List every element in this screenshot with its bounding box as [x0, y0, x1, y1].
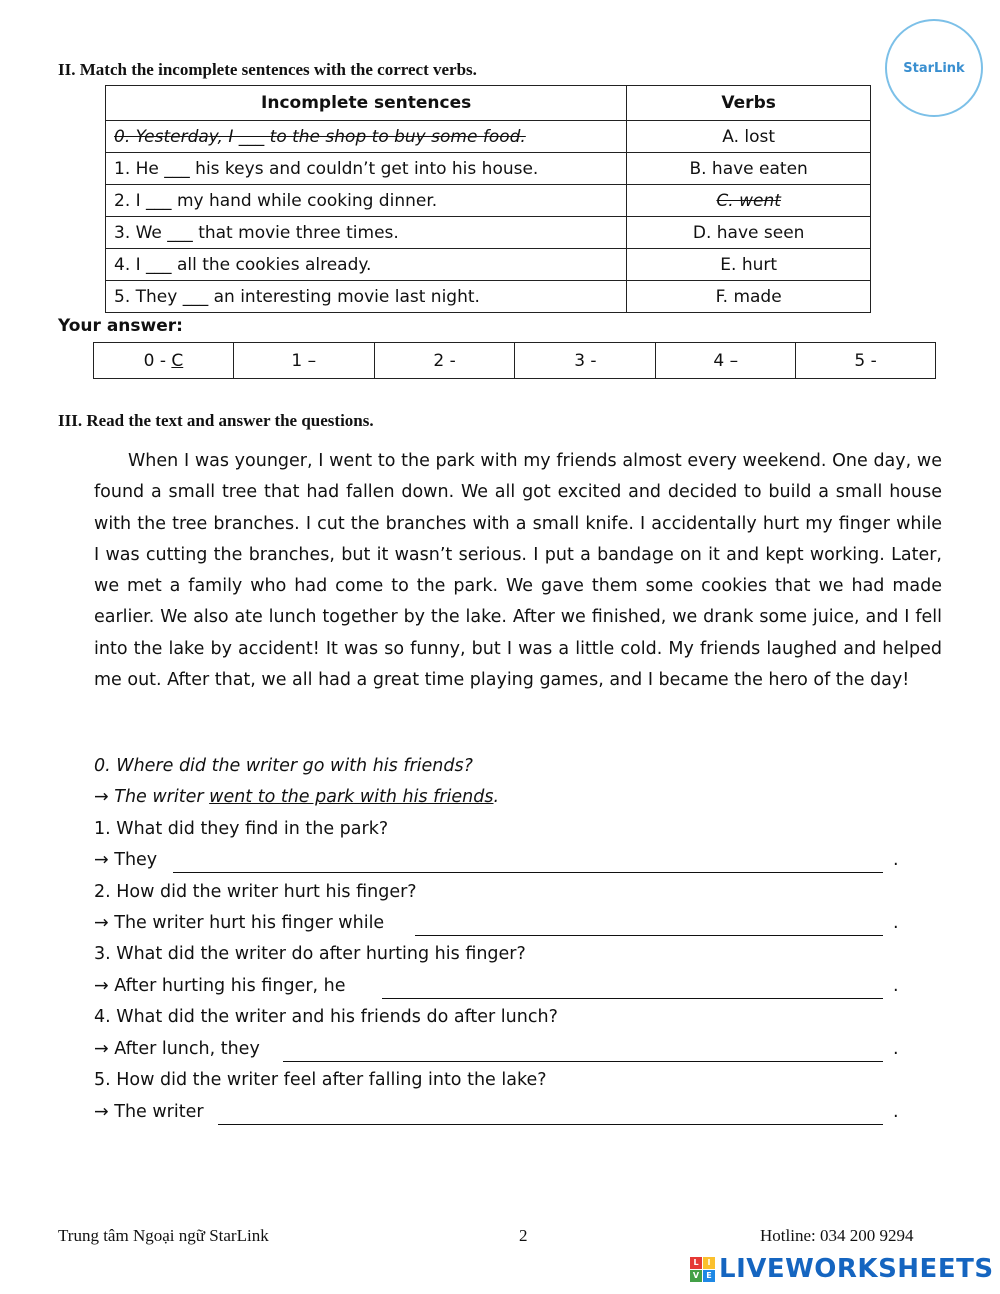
table-row [106, 217, 871, 249]
answer-prefix: 1 – [291, 350, 317, 371]
answer-cell-2[interactable] [374, 343, 515, 379]
answer-prompt-3 [94, 976, 346, 996]
answer-prompt-2 [94, 913, 384, 933]
answer-cell-0[interactable] [94, 343, 234, 379]
answer-prompt-4 [94, 1039, 260, 1059]
answer-line-3[interactable] [382, 998, 883, 999]
answer-line-2[interactable] [415, 935, 883, 936]
answer-value: C [171, 350, 184, 371]
page-number: 2 [519, 1226, 528, 1245]
section-2-heading: II. Match the incomplete sentences with the correct verbs. [58, 60, 477, 79]
table-row [106, 185, 871, 217]
prompt-text: They [114, 850, 158, 870]
sentence-cell: 1. He ___ his keys and couldn’t get into his house. [106, 153, 627, 185]
table-header-row [106, 86, 871, 121]
question-3: 3. What did the writer do after hurting his finger? [94, 944, 526, 964]
starlink-logo [885, 19, 983, 117]
verb-cell: E. hurt [627, 249, 871, 281]
block-e: E [703, 1270, 715, 1282]
answer-prefix: 5 - [854, 350, 877, 371]
question-4: 4. What did the writer and his friends do after lunch? [94, 1007, 558, 1027]
answer-prefix: 0 - [143, 350, 172, 371]
period: . [893, 850, 899, 870]
your-answer-label: Your answer: [58, 316, 183, 336]
answer-prompt-5 [94, 1102, 204, 1122]
matching-table [105, 85, 871, 313]
answer-cell-4[interactable] [656, 343, 796, 379]
table-row [106, 249, 871, 281]
answer-prefix: 3 - [574, 350, 597, 371]
answer-cell-1[interactable] [233, 343, 374, 379]
footer-hotline: Hotline: 034 200 9294 [760, 1226, 914, 1245]
table-row [106, 281, 871, 313]
header-sentences: Incomplete sentences [106, 86, 627, 121]
answer-prompt-1 [94, 850, 157, 870]
example-answer-start: The writer [114, 787, 210, 807]
example-answer [94, 787, 499, 807]
period: . [893, 1102, 899, 1122]
sentence-cell: 2. I ___ my hand while cooking dinner. [106, 185, 627, 217]
answer-line-4[interactable] [283, 1061, 883, 1062]
prompt-text: The writer [114, 1102, 204, 1122]
period: . [893, 1039, 899, 1059]
answer-line-5[interactable] [218, 1124, 883, 1125]
sentence-cell: 4. I ___ all the cookies already. [106, 249, 627, 281]
footer-center-name: Trung tâm Ngoại ngữ StarLink [58, 1226, 269, 1245]
liveworksheets-watermark[interactable] [690, 1254, 994, 1284]
sentence-cell: 0. Yesterday, I ___ to the shop to buy some food. [106, 121, 627, 153]
logo-text: StarLink [903, 60, 965, 76]
arrow-icon: → [94, 787, 109, 807]
arrow-icon: → [94, 850, 109, 870]
period: . [893, 976, 899, 996]
passage-text: When I was younger, I went to the park with my friends almost every weekend. One day, we found a small tree that had fallen down. We all got excited and decided to build a small house with the tree branches. I cut the branches with a small knife. I accidentally hurt my finger while I was cutting the branches, but it wasn’t serious. I put a bandage on it and kept working. Later, we met a family who had come to the park. We gave them some cookies that we had made earlier. We also ate lunch together by the lake. After we finished, we drank some juice, and I fell into the lake by accident! It was so funny, but I was a little cold. My friends laughed and helped me out. After that, we all had a great time playing games, and I became the hero of the day! [94, 451, 942, 691]
header-verbs: Verbs [627, 86, 871, 121]
verb-cell: A. lost [627, 121, 871, 153]
block-l: L [690, 1257, 702, 1269]
verb-cell: D. have seen [627, 217, 871, 249]
question-1: 1. What did they find in the park? [94, 819, 389, 839]
table-row [106, 153, 871, 185]
table-row [106, 121, 871, 153]
example-answer-end: . [493, 787, 500, 807]
block-i: I [703, 1257, 715, 1269]
question-2: 2. How did the writer hurt his finger? [94, 882, 417, 902]
sentence-cell: 3. We ___ that movie three times. [106, 217, 627, 249]
answer-table [93, 342, 936, 379]
arrow-icon: → [94, 1102, 109, 1122]
period: . [893, 913, 899, 933]
prompt-text: After hurting his finger, he [114, 976, 346, 996]
answer-prefix: 2 - [433, 350, 456, 371]
prompt-text: The writer hurt his finger while [114, 913, 385, 933]
liveworksheets-icon [690, 1257, 715, 1282]
answer-line-1[interactable] [173, 872, 883, 873]
example-question: 0. Where did the writer go with his friends? [94, 756, 473, 776]
arrow-icon: → [94, 913, 109, 933]
verb-cell: C. went [627, 185, 871, 217]
example-answer-underlined: went to the park with his friends [209, 787, 494, 807]
arrow-icon: → [94, 976, 109, 996]
liveworksheets-text: LIVEWORKSHEETS [719, 1254, 994, 1284]
answer-cell-3[interactable] [515, 343, 656, 379]
reading-passage [94, 446, 942, 696]
sentence-cell: 5. They ___ an interesting movie last night. [106, 281, 627, 313]
prompt-text: After lunch, they [114, 1039, 260, 1059]
question-5: 5. How did the writer feel after falling into the lake? [94, 1070, 547, 1090]
block-v: V [690, 1270, 702, 1282]
answer-row [94, 343, 936, 379]
answer-cell-5[interactable] [796, 343, 936, 379]
section-3-heading: III. Read the text and answer the questions. [58, 411, 374, 430]
verb-cell: F. made [627, 281, 871, 313]
answer-prefix: 4 – [713, 350, 739, 371]
verb-cell: B. have eaten [627, 153, 871, 185]
arrow-icon: → [94, 1039, 109, 1059]
